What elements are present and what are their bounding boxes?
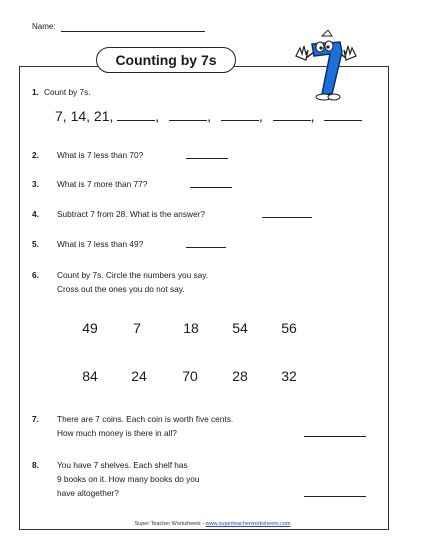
question-number: 1. (32, 87, 39, 97)
worksheet-title-text: Counting by 7s (115, 52, 217, 68)
circle-number[interactable]: 49 (82, 320, 98, 336)
question-number: 4. (32, 209, 39, 219)
question-number: 3. (32, 179, 39, 189)
circle-number[interactable]: 24 (131, 368, 147, 384)
sequence-start: 7, 14, 21, (55, 108, 118, 124)
question-text: What is 7 less than 49? (57, 239, 144, 249)
question-text-line-2: 9 books on it. How many books do you (57, 474, 200, 484)
question-text-line-1: There are 7 coins. Each coin is worth five cents. (57, 414, 234, 424)
circle-number[interactable]: 7 (133, 320, 141, 336)
footer (0, 521, 425, 527)
answer-blank[interactable] (324, 112, 362, 121)
answer-blank[interactable] (190, 179, 232, 188)
answer-blank[interactable] (262, 209, 312, 218)
worksheet-title (96, 47, 236, 73)
answer-blank[interactable] (117, 112, 155, 121)
circle-number[interactable]: 56 (281, 320, 297, 336)
question-text-line-1: Count by 7s. Circle the numbers you say. (57, 270, 209, 280)
footer-prefix: Super Teacher Worksheets - (134, 521, 206, 527)
question-text-line-3: have altogether? (57, 488, 119, 498)
question-text-line-1: You have 7 shelves. Each shelf has (57, 460, 188, 470)
question-number: 5. (32, 239, 39, 249)
circle-number[interactable]: 70 (182, 368, 198, 384)
question-text-line-2: How much money is there in all? (57, 428, 177, 438)
question-text: Subtract 7 from 28. What is the answer? (57, 209, 206, 219)
question-text: What is 7 less than 70? (57, 150, 144, 160)
question-number: 6. (32, 270, 39, 280)
question-text: What is 7 more than 77? (57, 179, 148, 189)
circle-number[interactable]: 84 (82, 368, 98, 384)
name-label: Name: (32, 22, 56, 31)
footer-link[interactable]: www.superteacherworksheets.com (205, 521, 291, 527)
answer-blank[interactable] (221, 112, 259, 121)
answer-blank[interactable] (304, 428, 366, 437)
answer-blank[interactable] (273, 112, 311, 121)
question-text: Count by 7s. (44, 87, 91, 97)
answer-blank[interactable] (304, 488, 366, 497)
question-number: 8. (32, 460, 39, 470)
number-seven-mascot-icon (292, 30, 360, 102)
circle-number[interactable]: 32 (281, 368, 297, 384)
question-text-line-2: Cross out the ones you do not say. (57, 284, 185, 294)
name-field-line[interactable] (61, 31, 205, 32)
answer-blank[interactable] (186, 150, 228, 159)
count-sequence: 7, 14, 21, , , , , (55, 108, 362, 124)
answer-blank[interactable] (169, 112, 207, 121)
question-number: 7. (32, 414, 39, 424)
circle-number[interactable]: 18 (183, 320, 199, 336)
question-number: 2. (32, 150, 39, 160)
answer-blank[interactable] (186, 239, 226, 248)
circle-number[interactable]: 28 (232, 368, 248, 384)
circle-number[interactable]: 54 (232, 320, 248, 336)
